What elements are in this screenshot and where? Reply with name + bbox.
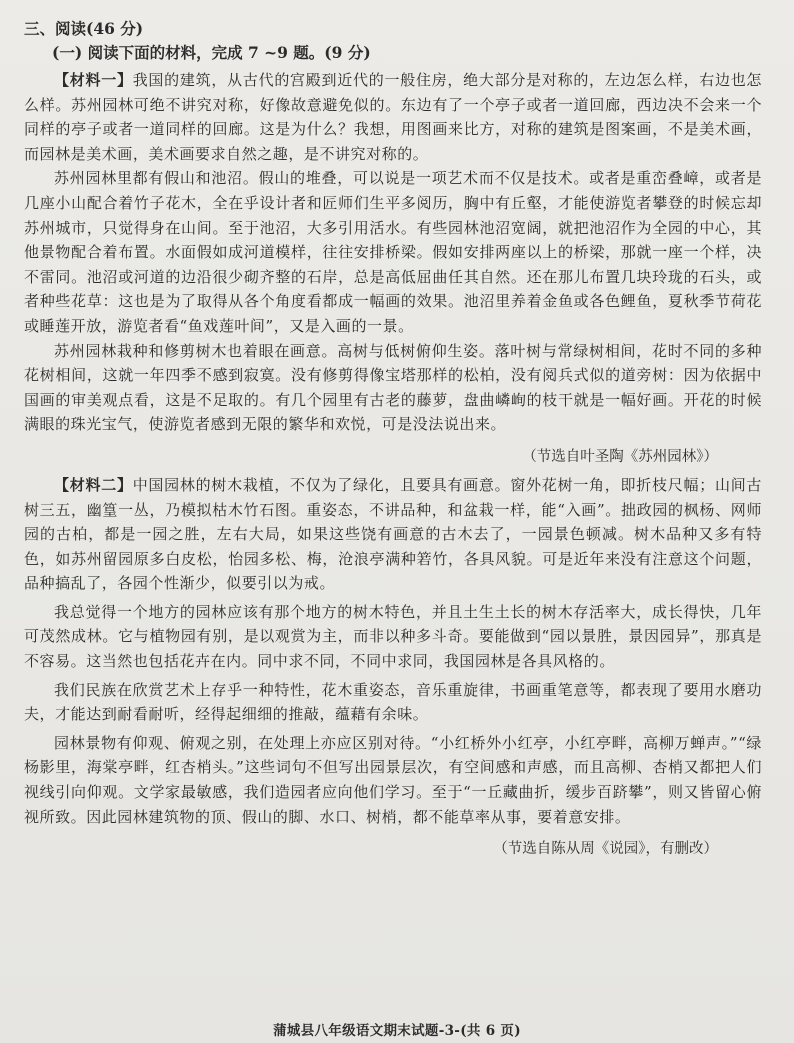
section-title: 三、阅读(46 分) bbox=[24, 19, 144, 38]
material-one-source: （节选自叶圣陶《苏州园林》） bbox=[522, 448, 718, 465]
question-group-title: (一) 阅读下面的材料，完成 7 ~9 题。(9 分) bbox=[52, 43, 371, 62]
material-two-paragraph-2: 我总觉得一个地方的园林应该有那个地方的树木特色，并且土生土长的树木存活率大，成长得快，几年可茂然成林。它与植物园有别，是以观赏为主，而非以种多斗奇。要能做到“园以景胜，景因园异”，那真是不容易。这当然也包括花卉在内。同中求不同，不同中求同，我国园林是各具风格的。 bbox=[24, 602, 762, 671]
material-two-paragraph-4: 园林景物有仰观、俯观之别，在处理上亦应区别对待。“小红桥外小红亭，小红亭畔，高柳万蝉声。”“绿杨影里，海棠亭畔，红杏梢头。”这些词句不但写出园景层次，有空间感和声感，而且高柳、杏梢又都把人们视线引向仰观。文学家最敏感，我们造园者应向他们学习。至于“一丘藏曲折，缓步百跻攀”，则又皆留心俯视所致。因此园林建筑物的顶、假山的脚、水口、树梢，都不能草率从事，要着意安排。 bbox=[24, 733, 762, 826]
material-two-paragraph-3: 我们民族在欣赏艺术上存乎一种特性，花木重姿态，音乐重旋律，书画重笔意等，都表现了要用水磨功夫，才能达到耐看耐听，经得起细细的推敲，蕴藉有余味。 bbox=[24, 680, 762, 724]
material-one-label: 【材料一】 bbox=[54, 71, 133, 89]
material-one-paragraph-3: 苏州园林栽种和修剪树木也着眼在画意。高树与低树俯仰生姿。落叶树与常绿树相间，花时不同的多种花树相间，这就一年四季不感到寂寞。没有修剪得像宝塔那样的松柏，没有阅兵式似的道旁树：因为依据中国画的审美观点看，这是不足取的。有几个园里有古老的藤萝，盘曲嶙峋的枝干就是一幅好画。开花的时候满眼的珠光宝气，使游览者感到无限的繁华和欢悦，可是没法说出来。 bbox=[24, 341, 762, 434]
material-one bbox=[24, 68, 762, 469]
material-two-label: 【材料二】 bbox=[54, 475, 133, 494]
page-footer: 蒲城县八年级语文期末试题-3-(共 6 页) bbox=[273, 1023, 521, 1039]
material-one-paragraph-2: 苏州园林里都有假山和池沼。假山的堆叠，可以说是一项艺术而不仅是技术。或者是重峦叠嶂，或者是几座小山配合着竹子花木，全在乎设计者和匠师们生平多阅历，胸中有丘壑，才能使游览者攀登的时候忘却苏州城市，只觉得身在山间。至于池沼，大多引用活水。有些园林池沼宽阔，就把池沼作为全园的中心，其他景物配合着布置。水面假如成河道模样，往往安排桥梁。假如安排两座以上的桥梁，那就一座一个样，决不雷同。池沼或河道的边沿很少砌齐整的石岸，总是高低屈曲任其自然。还在那儿布置几块玲珑的石头，或者种些花草：这也是为了取得从各个角度看都成一幅画的效果。池沼里养着金鱼或各色鲤鱼，夏秋季节荷花或睡莲开放，游览者看“鱼戏莲叶间”，又是入画的一景。 bbox=[24, 169, 762, 335]
material-two-paragraph-1: 【材料二】中国园林的树木栽植，不仅为了绿化，且要具有画意。窗外花树一角，即折枝尺幅；山间古树三五，幽篁一丛，乃模拟枯木竹石图。重姿态，不讲品种，和盆栽一样，能“入画”。拙政园的枫杨、网师园的古柏，都是一园之胜，左右大局，如果这些饶有画意的古木去了，一园景色顿减。树木品种又多有特色，如苏州留园原多白皮松，怡园多松、梅，沧浪亭满种箬竹，各具风貌。可是近年来没有注意这个问题，品种搞乱了，各园个性渐少，似要引以为戒。 bbox=[24, 475, 762, 593]
material-two-source: （节选自陈从周《说园》，有删改） bbox=[493, 841, 718, 858]
material-one-paragraph-1: 【材料一】我国的建筑，从古代的宫殿到近代的一般住房，绝大部分是对称的，左边怎么样，右边也怎么样。苏州园林可绝不讲究对称，好像故意避免似的。东边有了一个亭子或者一道回廊，西边决不会来一个同样的亭子或者一道同样的回廊。这是为什么？我想，用图画来比方，对称的建筑是图案画，不是美术画，而园林是美术画，美术画要求自然之趣，是不讲究对称的。 bbox=[24, 71, 762, 163]
material-two bbox=[24, 473, 762, 861]
